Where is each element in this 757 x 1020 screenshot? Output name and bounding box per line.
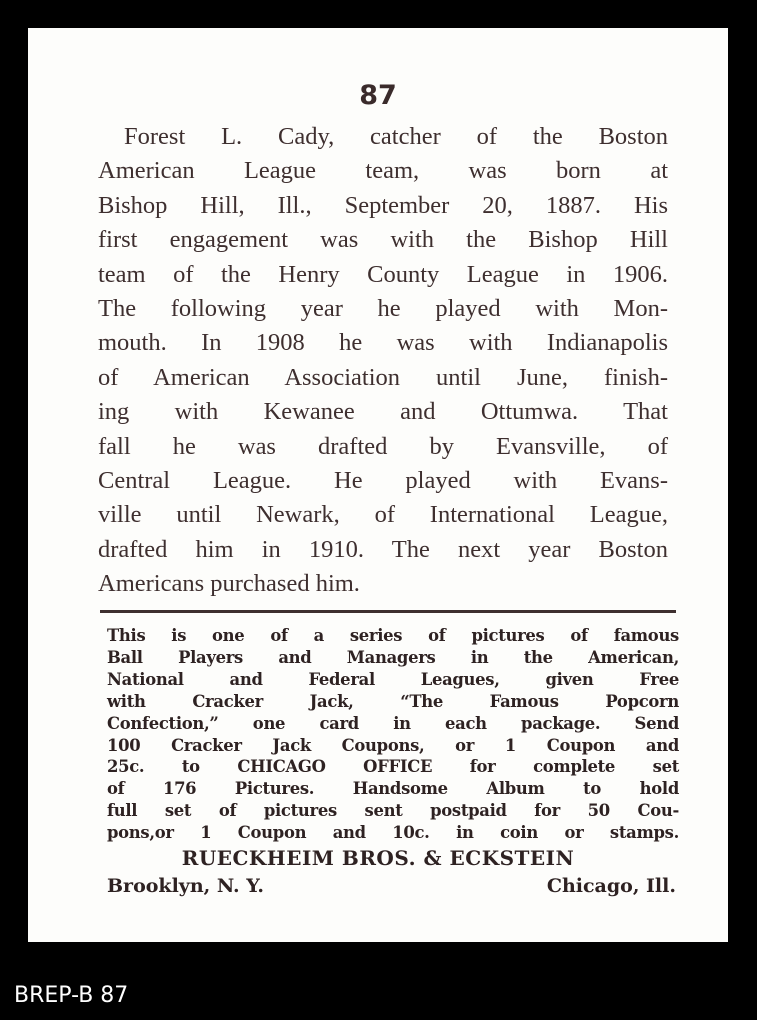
card-back [28,28,728,942]
card-number: 87 [359,80,397,111]
bio-line: ing with Kewanee and Ottumwa. That [98,398,668,426]
promo-line: with Cracker Jack, “The Famous Popcorn [107,691,679,711]
promo-line: This is one of a series of pictures of famous [107,626,679,645]
divider-rule [100,610,676,613]
bio-line: Americans purchased him. [98,570,360,598]
promo-line: 25c. to CHICAGO OFFICE for complete set [107,757,679,777]
promo-line: pons,or 1 Coupon and 10c. in coin or stamps. [107,823,679,843]
bio-line: Bishop Hill, Ill., September 20, 1887. His [98,191,668,219]
promo-line: Confection,” one card in each package. Send [107,713,679,733]
promo-line: Ball Players and Managers in the American, [107,647,679,667]
image-caption: BREP-B 87 [14,983,129,1008]
promo-line: National and Federal Leagues, given Free [107,669,679,689]
company-name: RUECKHEIM BROS. & ECKSTEIN [181,846,575,870]
bio-line: drafted him in 1910. The next year Boston [98,535,668,563]
bio-line: Forest L. Cady, catcher of the Boston [124,123,668,150]
bio-line: of American Association until June, finish- [98,363,668,391]
promo-line: full set of pictures sent postpaid for 50 Cou- [107,801,679,821]
bio-line: first engagement was with the Bishop Hill [98,226,668,254]
promo-text [107,625,679,844]
player-biography [98,120,668,602]
promo-line: of 176 Pictures. Handsome Album to hold [107,779,679,799]
bio-line: team of the Henry County League in 1906. [98,260,668,288]
bio-line: ville until Newark, of International League, [98,501,668,529]
bio-line: American League team, was born at [98,157,668,185]
bio-line: Central League. He played with Evans- [98,467,668,495]
bio-line: The following year he played with Mon- [98,295,668,323]
promo-line: 100 Cracker Jack Coupons, or 1 Coupon and [107,735,679,755]
city-chicago: Chicago, Ill. [546,875,676,897]
bio-line: mouth. In 1908 he was with Indianapolis [98,329,668,357]
city-brooklyn: Brooklyn, N. Y. [107,875,264,897]
bio-line: fall he was drafted by Evansville, of [98,432,668,460]
